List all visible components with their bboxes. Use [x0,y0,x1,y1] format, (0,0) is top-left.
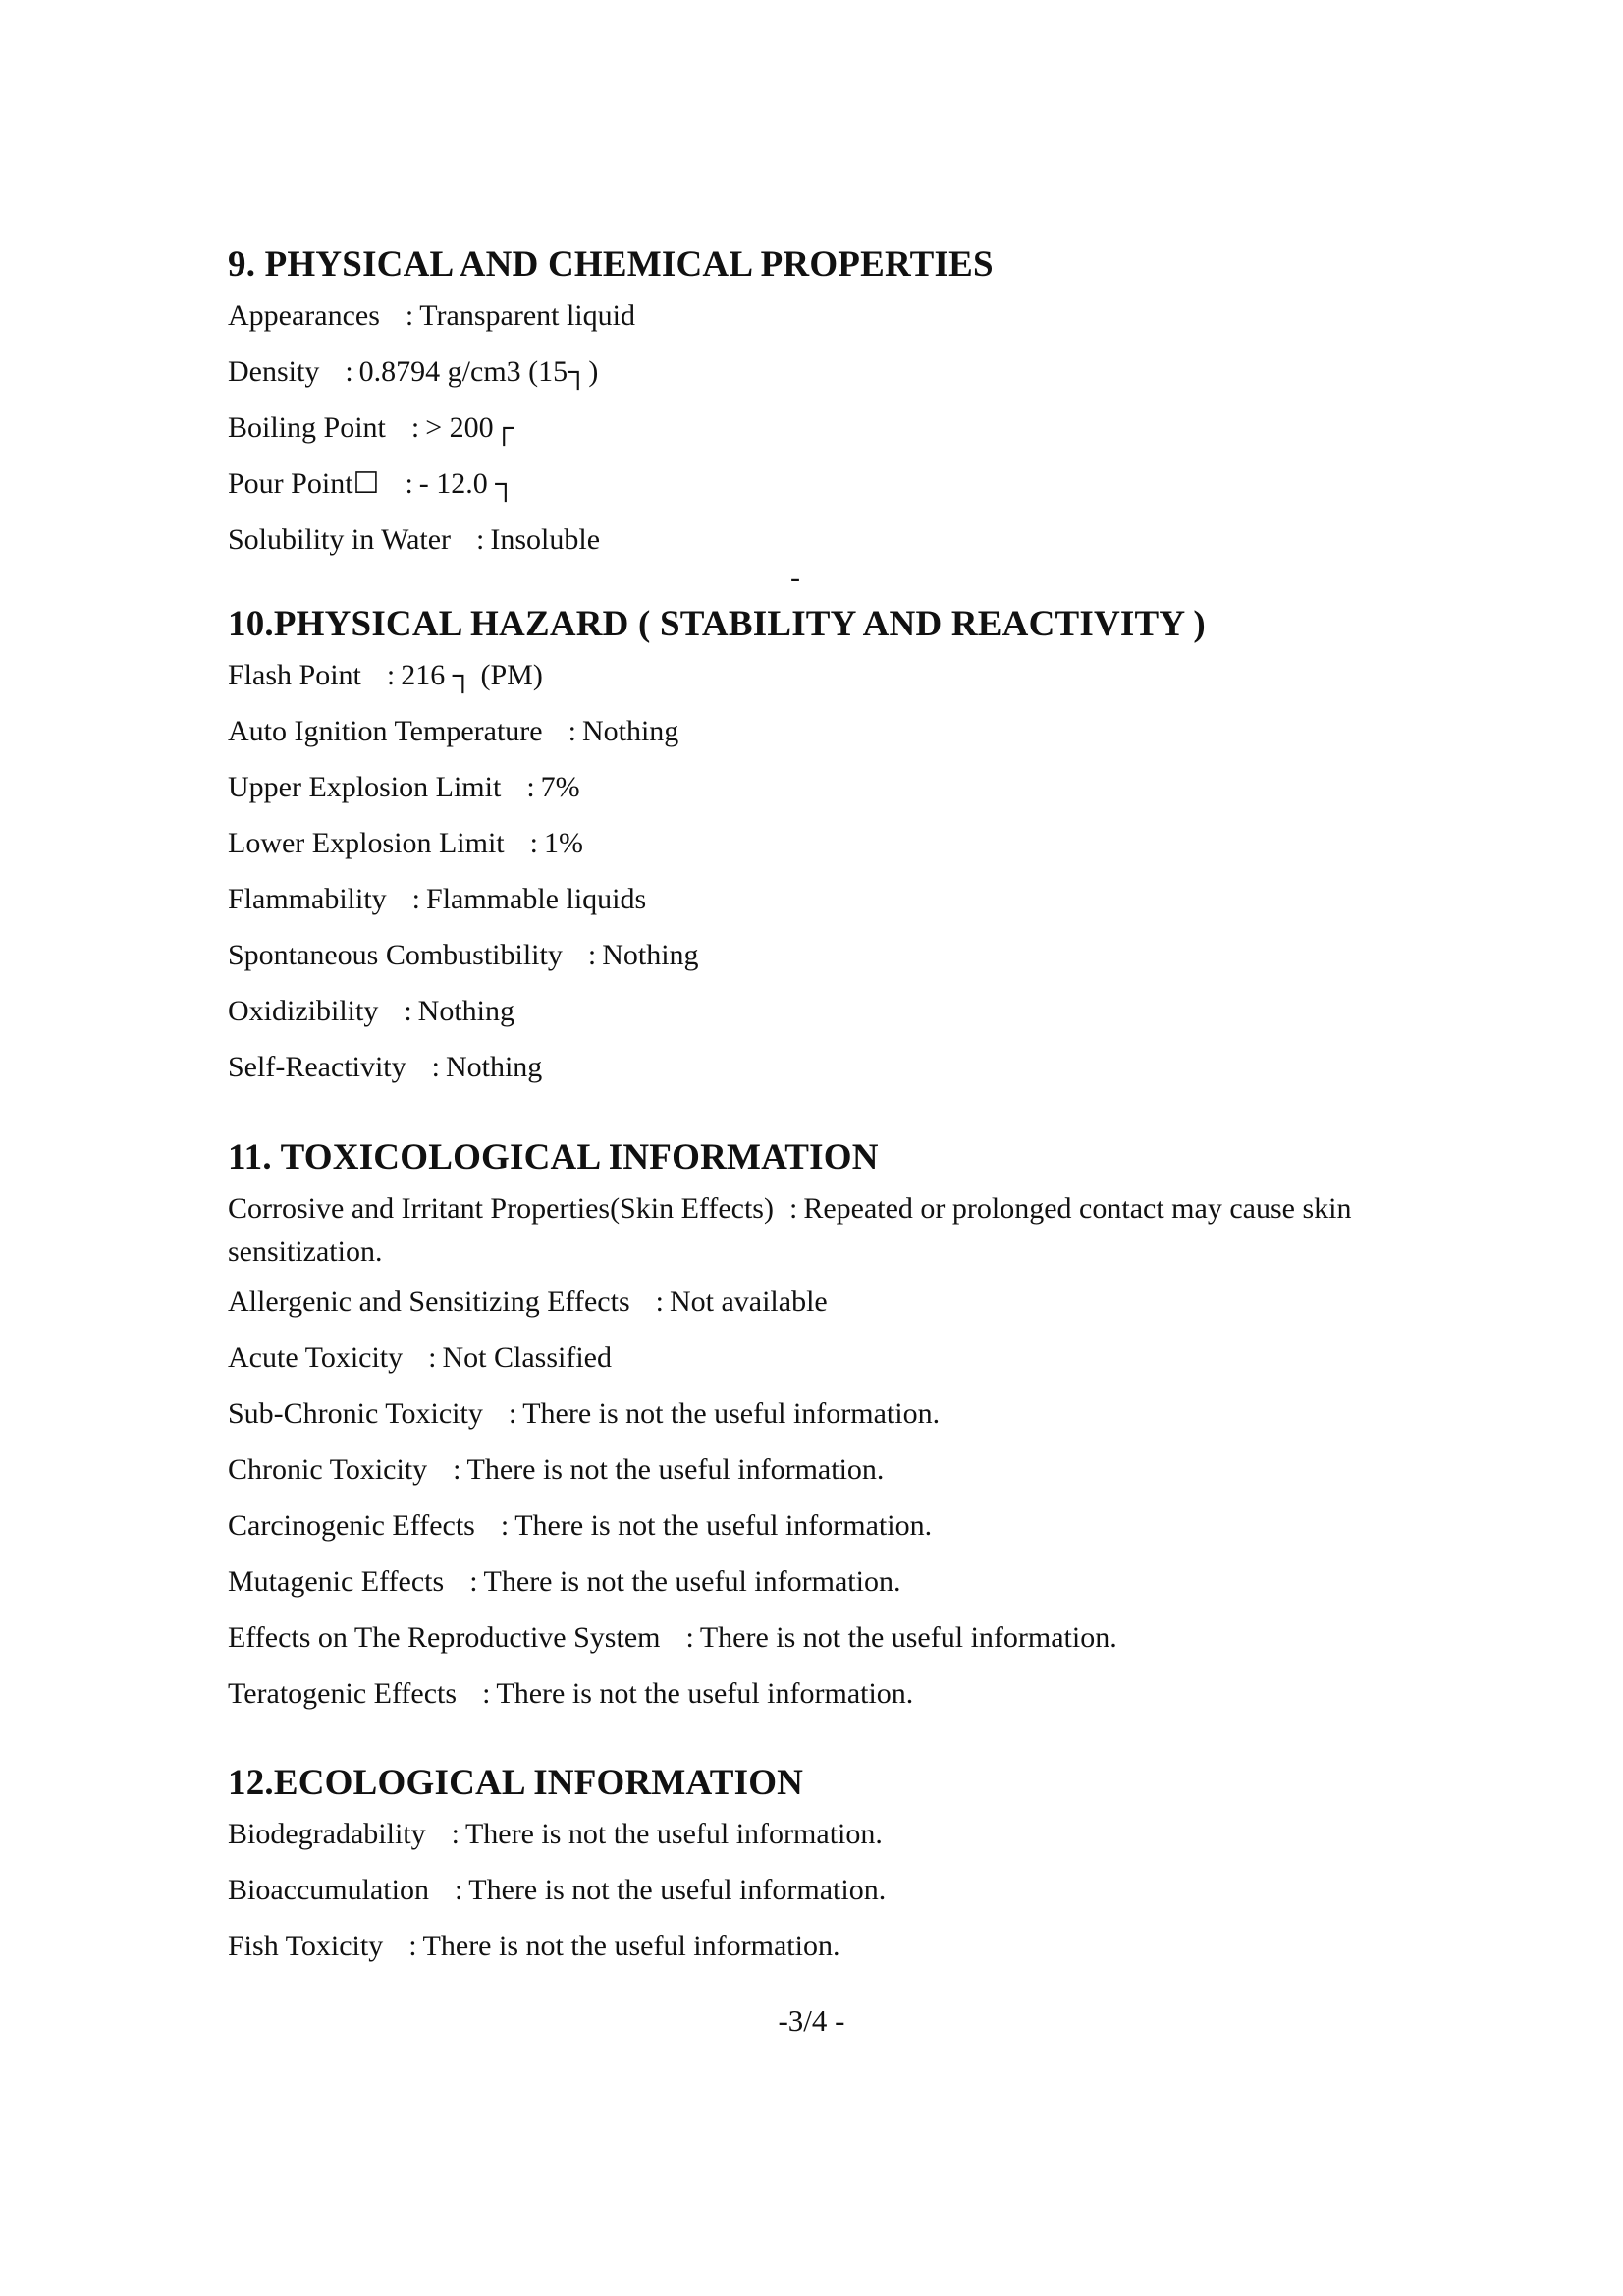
tox-label: Carcinogenic Effects [228,1509,475,1542]
separator: : [451,1818,460,1850]
hazard-value: Nothing [581,715,679,747]
property-label: Solubility in Water [228,523,452,556]
hazard-value: Nothing [417,995,515,1027]
separator: : [526,771,535,803]
tox-corrosive-irritant [228,1187,1426,1274]
separator: : [568,715,576,747]
section-10-title: 10.PHYSICAL HAZARD ( STABILITY AND REACTIVITY ) [228,604,1206,644]
hazard-label: Self-Reactivity [228,1051,406,1083]
tox-label: Effects on The Reproductive System [228,1621,661,1654]
eco-label: Fish Toxicity [228,1930,384,1962]
property-label: Pour Point☐ [228,467,380,500]
hazard-oxidizibility [228,990,514,1033]
tox-mutagenic [228,1560,900,1604]
tox-value: There is not the useful information. [496,1677,914,1710]
separator: : [405,467,413,500]
separator: : [411,883,421,915]
separator: : [405,300,414,332]
tox-label: Corrosive and Irritant Properties(Skin Effects) [228,1192,774,1225]
hazard-value: 216 ┐ (PM) [401,659,543,691]
hazard-auto-ignition [228,710,678,753]
tox-value: Not Classified [442,1341,612,1374]
separator: : [685,1621,694,1654]
separator: : [469,1565,478,1598]
separator: : [408,1930,417,1962]
tox-label: Sub-Chronic Toxicity [228,1397,483,1430]
eco-value: There is not the useful information. [468,1874,887,1906]
separator: : [345,355,353,388]
hazard-value: 7% [540,771,580,803]
hazard-label: Flash Point [228,659,361,691]
hazard-label: Upper Explosion Limit [228,771,502,803]
property-value: Insoluble [490,523,601,556]
property-value: Transparent liquid [419,300,635,332]
separator: : [431,1051,440,1083]
hazard-label: Oxidizibility [228,995,379,1027]
property-label: Density [228,355,320,388]
tox-label: Allergenic and Sensitizing Effects [228,1285,630,1318]
hazard-lower-explosion [228,822,583,865]
property-solubility [228,519,600,562]
separator: : [453,1453,461,1486]
tox-label: Chronic Toxicity [228,1453,428,1486]
section-11-title: 11. TOXICOLOGICAL INFORMATION [228,1137,879,1177]
property-boiling-point [228,407,514,450]
hazard-upper-explosion [228,766,580,809]
hazard-value: Nothing [602,939,699,971]
separator: : [500,1509,510,1542]
tox-value: There is not the useful information. [466,1453,885,1486]
hazard-value: Nothing [445,1051,543,1083]
separator: : [788,1192,798,1225]
property-value: - 12.0 ┐ [418,467,516,500]
section-9-title: 9. PHYSICAL AND CHEMICAL PROPERTIES [228,245,994,285]
separator: : [476,523,485,556]
separator: : [587,939,597,971]
hazard-value: 1% [543,827,583,859]
separator: : [428,1341,437,1374]
eco-label: Biodegradability [228,1818,426,1850]
hazard-label: Spontaneous Combustibility [228,939,563,971]
tox-chronic [228,1449,884,1492]
tox-value: Not available [669,1285,828,1318]
tox-label: Mutagenic Effects [228,1565,445,1598]
hazard-flash-point [228,654,543,697]
tox-sub-chronic [228,1393,940,1436]
tox-label: Acute Toxicity [228,1341,404,1374]
property-appearances [228,295,635,338]
hazard-label: Lower Explosion Limit [228,827,505,859]
tox-allergenic [228,1281,828,1324]
eco-bioaccumulation [228,1869,886,1912]
property-label: Boiling Point [228,411,386,444]
hazard-flammability [228,878,646,921]
tox-teratogenic [228,1672,913,1716]
separator: : [410,411,420,444]
property-value: 0.8794 g/cm3 (15┐) [358,355,599,388]
property-density [228,351,598,394]
tox-acute [228,1337,612,1380]
hazard-self-reactivity [228,1046,542,1089]
hazard-label: Flammability [228,883,387,915]
separator: : [529,827,538,859]
section-12-title: 12.ECOLOGICAL INFORMATION [228,1763,804,1803]
eco-fish-toxicity [228,1925,839,1968]
stray-dash: - [790,562,800,594]
separator: : [454,1874,463,1906]
eco-value: There is not the useful information. [422,1930,840,1962]
separator: : [482,1677,491,1710]
tox-reproductive [228,1616,1117,1660]
eco-value: There is not the useful information. [464,1818,883,1850]
tox-value: There is not the useful information. [699,1621,1117,1654]
tox-carcinogenic [228,1504,932,1548]
separator: : [508,1397,517,1430]
separator: : [655,1285,664,1318]
hazard-label: Auto Ignition Temperature [228,715,543,747]
hazard-spontaneous-combustibility [228,934,699,977]
eco-biodegradability [228,1813,883,1856]
separator: : [404,995,412,1027]
property-pour-point [228,463,516,506]
hazard-value: Flammable liquids [426,883,647,915]
page-number: -3/4 - [778,2003,845,2038]
tox-label: Teratogenic Effects [228,1677,458,1710]
tox-value: There is not the useful information. [522,1397,941,1430]
tox-value: Repeated or prolonged contact may cause skin sensitization. [228,1192,1352,1268]
tox-value: There is not the useful information. [514,1509,933,1542]
property-label: Appearances [228,300,380,332]
tox-value: There is not the useful information. [483,1565,901,1598]
property-value: > 200┌ [425,411,514,444]
eco-label: Bioaccumulation [228,1874,429,1906]
separator: : [386,659,396,691]
